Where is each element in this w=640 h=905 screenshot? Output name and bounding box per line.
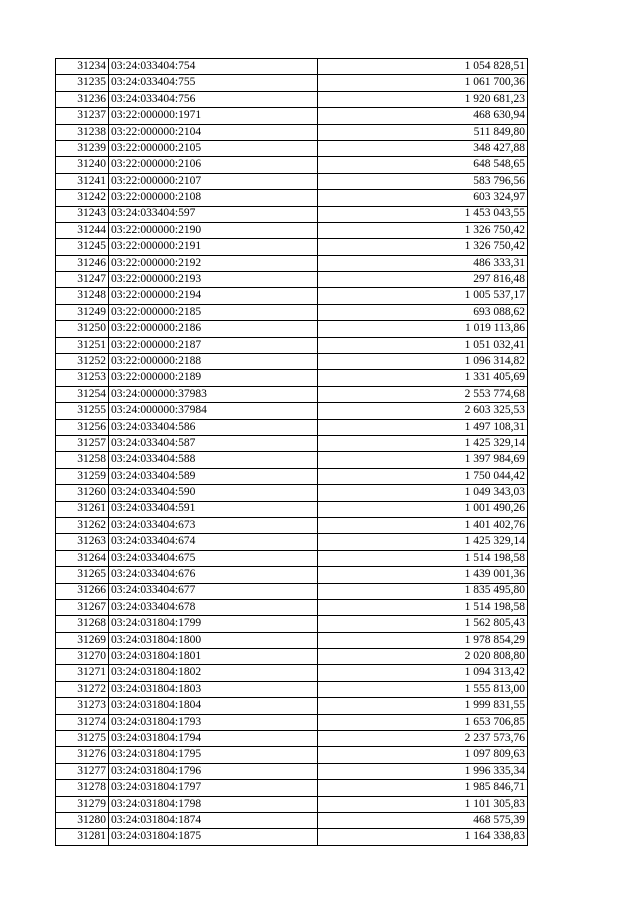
table-row xyxy=(56,370,528,386)
table-row xyxy=(56,780,528,796)
row-number-cell: 31256 xyxy=(56,419,109,435)
table-row xyxy=(56,91,528,107)
row-number-cell: 31246 xyxy=(56,255,109,271)
table-row xyxy=(56,255,528,271)
cadastral-number-cell: 03:22:000000:2190 xyxy=(109,222,318,238)
cadastral-value-cell: 348 427,88 xyxy=(318,140,528,156)
cadastral-number-cell: 03:24:031804:1803 xyxy=(109,681,318,697)
table-row xyxy=(56,403,528,419)
table-row xyxy=(56,485,528,501)
cadastral-number-cell: 03:22:000000:2189 xyxy=(109,370,318,386)
cadastral-value-cell: 1 653 706,85 xyxy=(318,714,528,730)
table-row xyxy=(56,124,528,140)
cadastral-value-cell: 583 796,56 xyxy=(318,173,528,189)
cadastral-number-cell: 03:24:031804:1802 xyxy=(109,665,318,681)
table-row xyxy=(56,304,528,320)
cadastral-number-cell: 03:24:031804:1804 xyxy=(109,698,318,714)
row-number-cell: 31250 xyxy=(56,321,109,337)
row-number-cell: 31251 xyxy=(56,337,109,353)
table-row xyxy=(56,354,528,370)
table-row xyxy=(56,763,528,779)
table-body xyxy=(56,59,528,846)
table-row xyxy=(56,239,528,255)
row-number-cell: 31245 xyxy=(56,239,109,255)
table-row xyxy=(56,206,528,222)
cadastral-number-cell: 03:22:000000:2107 xyxy=(109,173,318,189)
cadastral-value-cell: 1 164 338,83 xyxy=(318,829,528,845)
cadastral-value-cell: 468 630,94 xyxy=(318,108,528,124)
cadastral-number-cell: 03:22:000000:2105 xyxy=(109,140,318,156)
table-row xyxy=(56,747,528,763)
row-number-cell: 31277 xyxy=(56,763,109,779)
cadastral-value-cell: 1 978 854,29 xyxy=(318,632,528,648)
row-number-cell: 31281 xyxy=(56,829,109,845)
cadastral-number-cell: 03:22:000000:1971 xyxy=(109,108,318,124)
table-row xyxy=(56,190,528,206)
cadastral-number-cell: 03:24:031804:1874 xyxy=(109,812,318,828)
cadastral-number-cell: 03:24:033404:674 xyxy=(109,534,318,550)
cadastral-value-cell: 1 562 805,43 xyxy=(318,616,528,632)
row-number-cell: 31254 xyxy=(56,386,109,402)
table-row xyxy=(56,468,528,484)
cadastral-number-cell: 03:24:033404:673 xyxy=(109,517,318,533)
cadastral-number-cell: 03:24:031804:1800 xyxy=(109,632,318,648)
table-row xyxy=(56,435,528,451)
cadastral-value-cell: 1 094 313,42 xyxy=(318,665,528,681)
table-row xyxy=(56,829,528,845)
cadastral-number-cell: 03:24:031804:1795 xyxy=(109,747,318,763)
cadastral-number-cell: 03:24:033404:756 xyxy=(109,91,318,107)
cadastral-value-cell: 693 088,62 xyxy=(318,304,528,320)
cadastral-value-cell: 1 514 198,58 xyxy=(318,550,528,566)
cadastral-number-cell: 03:22:000000:2108 xyxy=(109,190,318,206)
cadastral-number-cell: 03:24:031804:1794 xyxy=(109,731,318,747)
cadastral-number-cell: 03:24:031804:1801 xyxy=(109,649,318,665)
row-number-cell: 31235 xyxy=(56,75,109,91)
table-row xyxy=(56,222,528,238)
row-number-cell: 31261 xyxy=(56,501,109,517)
cadastral-number-cell: 03:24:033404:586 xyxy=(109,419,318,435)
cadastral-value-cell: 1 514 198,58 xyxy=(318,599,528,615)
table-row xyxy=(56,337,528,353)
cadastral-value-cell: 1 101 305,83 xyxy=(318,796,528,812)
cadastral-value-cell: 1 425 329,14 xyxy=(318,435,528,451)
cadastral-value-cell: 2 237 573,76 xyxy=(318,731,528,747)
table-row xyxy=(56,386,528,402)
cadastral-value-cell: 1 425 329,14 xyxy=(318,534,528,550)
cadastral-value-cell: 1 054 828,51 xyxy=(318,59,528,75)
cadastral-value-cell: 468 575,39 xyxy=(318,812,528,828)
cadastral-value-cell: 1 497 108,31 xyxy=(318,419,528,435)
table-row xyxy=(56,796,528,812)
cadastral-number-cell: 03:22:000000:2186 xyxy=(109,321,318,337)
row-number-cell: 31239 xyxy=(56,140,109,156)
cadastral-value-cell: 1 326 750,42 xyxy=(318,222,528,238)
table-row xyxy=(56,452,528,468)
cadastral-value-cell: 648 548,65 xyxy=(318,157,528,173)
row-number-cell: 31267 xyxy=(56,599,109,615)
cadastral-number-cell: 03:24:033404:755 xyxy=(109,75,318,91)
table-row xyxy=(56,632,528,648)
row-number-cell: 31271 xyxy=(56,665,109,681)
cadastral-value-cell: 511 849,80 xyxy=(318,124,528,140)
table-row xyxy=(56,108,528,124)
cadastral-number-cell: 03:24:033404:678 xyxy=(109,599,318,615)
cadastral-value-cell: 603 324,97 xyxy=(318,190,528,206)
cadastral-number-cell: 03:24:033404:677 xyxy=(109,583,318,599)
cadastral-number-cell: 03:22:000000:2187 xyxy=(109,337,318,353)
row-number-cell: 31266 xyxy=(56,583,109,599)
cadastral-value-cell: 1 019 113,86 xyxy=(318,321,528,337)
cadastral-number-cell: 03:24:033404:675 xyxy=(109,550,318,566)
cadastral-value-cell: 1 061 700,36 xyxy=(318,75,528,91)
cadastral-value-cell: 1 049 343,03 xyxy=(318,485,528,501)
row-number-cell: 31249 xyxy=(56,304,109,320)
cadastral-value-cell: 1 750 044,42 xyxy=(318,468,528,484)
cadastral-number-cell: 03:22:000000:2192 xyxy=(109,255,318,271)
cadastral-value-cell: 1 439 001,36 xyxy=(318,567,528,583)
table-row xyxy=(56,173,528,189)
cadastral-value-cell: 1 096 314,82 xyxy=(318,354,528,370)
row-number-cell: 31259 xyxy=(56,468,109,484)
row-number-cell: 31242 xyxy=(56,190,109,206)
cadastral-value-cell: 1 331 405,69 xyxy=(318,370,528,386)
cadastral-value-cell: 1 453 043,55 xyxy=(318,206,528,222)
row-number-cell: 31237 xyxy=(56,108,109,124)
cadastral-number-cell: 03:24:033404:590 xyxy=(109,485,318,501)
cadastral-value-cell: 1 051 032,41 xyxy=(318,337,528,353)
cadastral-number-cell: 03:24:031804:1793 xyxy=(109,714,318,730)
cadastral-number-cell: 03:24:033404:591 xyxy=(109,501,318,517)
table-row xyxy=(56,714,528,730)
table-row xyxy=(56,681,528,697)
cadastral-number-cell: 03:24:000000:37984 xyxy=(109,403,318,419)
cadastral-number-cell: 03:24:000000:37983 xyxy=(109,386,318,402)
cadastral-number-cell: 03:24:031804:1799 xyxy=(109,616,318,632)
table-row xyxy=(56,616,528,632)
cadastral-number-cell: 03:24:033404:676 xyxy=(109,567,318,583)
table-row xyxy=(56,157,528,173)
cadastral-number-cell: 03:24:031804:1798 xyxy=(109,796,318,812)
cadastral-number-cell: 03:24:033404:589 xyxy=(109,468,318,484)
row-number-cell: 31244 xyxy=(56,222,109,238)
cadastral-value-cell: 486 333,31 xyxy=(318,255,528,271)
cadastral-value-cell: 1 555 813,00 xyxy=(318,681,528,697)
cadastral-number-cell: 03:22:000000:2193 xyxy=(109,272,318,288)
cadastral-value-cell: 1 996 335,34 xyxy=(318,763,528,779)
table-row xyxy=(56,321,528,337)
row-number-cell: 31260 xyxy=(56,485,109,501)
row-number-cell: 31241 xyxy=(56,173,109,189)
row-number-cell: 31276 xyxy=(56,747,109,763)
row-number-cell: 31240 xyxy=(56,157,109,173)
cadastral-value-cell: 2 020 808,80 xyxy=(318,649,528,665)
cadastral-number-cell: 03:24:033404:597 xyxy=(109,206,318,222)
table-row xyxy=(56,583,528,599)
cadastral-value-cell: 1 097 809,63 xyxy=(318,747,528,763)
cadastral-value-cell: 1 001 490,26 xyxy=(318,501,528,517)
table-row xyxy=(56,59,528,75)
cadastral-value-cell: 1 326 750,42 xyxy=(318,239,528,255)
table-row xyxy=(56,75,528,91)
row-number-cell: 31265 xyxy=(56,567,109,583)
row-number-cell: 31280 xyxy=(56,812,109,828)
table-row xyxy=(56,649,528,665)
row-number-cell: 31274 xyxy=(56,714,109,730)
cadastral-value-cell: 2 553 774,68 xyxy=(318,386,528,402)
table-row xyxy=(56,288,528,304)
row-number-cell: 31236 xyxy=(56,91,109,107)
cadastral-value-cell: 1 835 495,80 xyxy=(318,583,528,599)
cadastral-value-cell: 1 397 984,69 xyxy=(318,452,528,468)
table-row xyxy=(56,698,528,714)
cadastral-number-cell: 03:24:031804:1875 xyxy=(109,829,318,845)
row-number-cell: 31257 xyxy=(56,435,109,451)
cadastral-value-cell: 1 920 681,23 xyxy=(318,91,528,107)
table-row xyxy=(56,567,528,583)
row-number-cell: 31270 xyxy=(56,649,109,665)
cadastral-value-cell: 297 816,48 xyxy=(318,272,528,288)
table-row xyxy=(56,517,528,533)
table-row xyxy=(56,534,528,550)
cadastral-value-cell: 1 401 402,76 xyxy=(318,517,528,533)
cadastral-number-cell: 03:24:033404:588 xyxy=(109,452,318,468)
cadastral-value-table xyxy=(55,58,528,846)
table-row xyxy=(56,501,528,517)
row-number-cell: 31278 xyxy=(56,780,109,796)
row-number-cell: 31253 xyxy=(56,370,109,386)
row-number-cell: 31269 xyxy=(56,632,109,648)
cadastral-number-cell: 03:24:033404:587 xyxy=(109,435,318,451)
cadastral-value-cell: 2 603 325,53 xyxy=(318,403,528,419)
cadastral-number-cell: 03:22:000000:2185 xyxy=(109,304,318,320)
cadastral-value-cell: 1 005 537,17 xyxy=(318,288,528,304)
cadastral-value-cell: 1 999 831,55 xyxy=(318,698,528,714)
row-number-cell: 31248 xyxy=(56,288,109,304)
table-row xyxy=(56,272,528,288)
row-number-cell: 31272 xyxy=(56,681,109,697)
row-number-cell: 31243 xyxy=(56,206,109,222)
table-row xyxy=(56,812,528,828)
cadastral-number-cell: 03:22:000000:2188 xyxy=(109,354,318,370)
row-number-cell: 31238 xyxy=(56,124,109,140)
row-number-cell: 31247 xyxy=(56,272,109,288)
cadastral-number-cell: 03:22:000000:2194 xyxy=(109,288,318,304)
row-number-cell: 31273 xyxy=(56,698,109,714)
table-row xyxy=(56,599,528,615)
table-row xyxy=(56,419,528,435)
row-number-cell: 31268 xyxy=(56,616,109,632)
table-row xyxy=(56,550,528,566)
row-number-cell: 31262 xyxy=(56,517,109,533)
cadastral-number-cell: 03:24:031804:1797 xyxy=(109,780,318,796)
cadastral-number-cell: 03:22:000000:2104 xyxy=(109,124,318,140)
row-number-cell: 31234 xyxy=(56,59,109,75)
row-number-cell: 31263 xyxy=(56,534,109,550)
row-number-cell: 31255 xyxy=(56,403,109,419)
cadastral-number-cell: 03:24:031804:1796 xyxy=(109,763,318,779)
row-number-cell: 31275 xyxy=(56,731,109,747)
table-row xyxy=(56,665,528,681)
cadastral-value-cell: 1 985 846,71 xyxy=(318,780,528,796)
row-number-cell: 31264 xyxy=(56,550,109,566)
row-number-cell: 31252 xyxy=(56,354,109,370)
table-row xyxy=(56,140,528,156)
cadastral-number-cell: 03:22:000000:2191 xyxy=(109,239,318,255)
row-number-cell: 31279 xyxy=(56,796,109,812)
table-row xyxy=(56,731,528,747)
row-number-cell: 31258 xyxy=(56,452,109,468)
cadastral-number-cell: 03:22:000000:2106 xyxy=(109,157,318,173)
cadastral-number-cell: 03:24:033404:754 xyxy=(109,59,318,75)
